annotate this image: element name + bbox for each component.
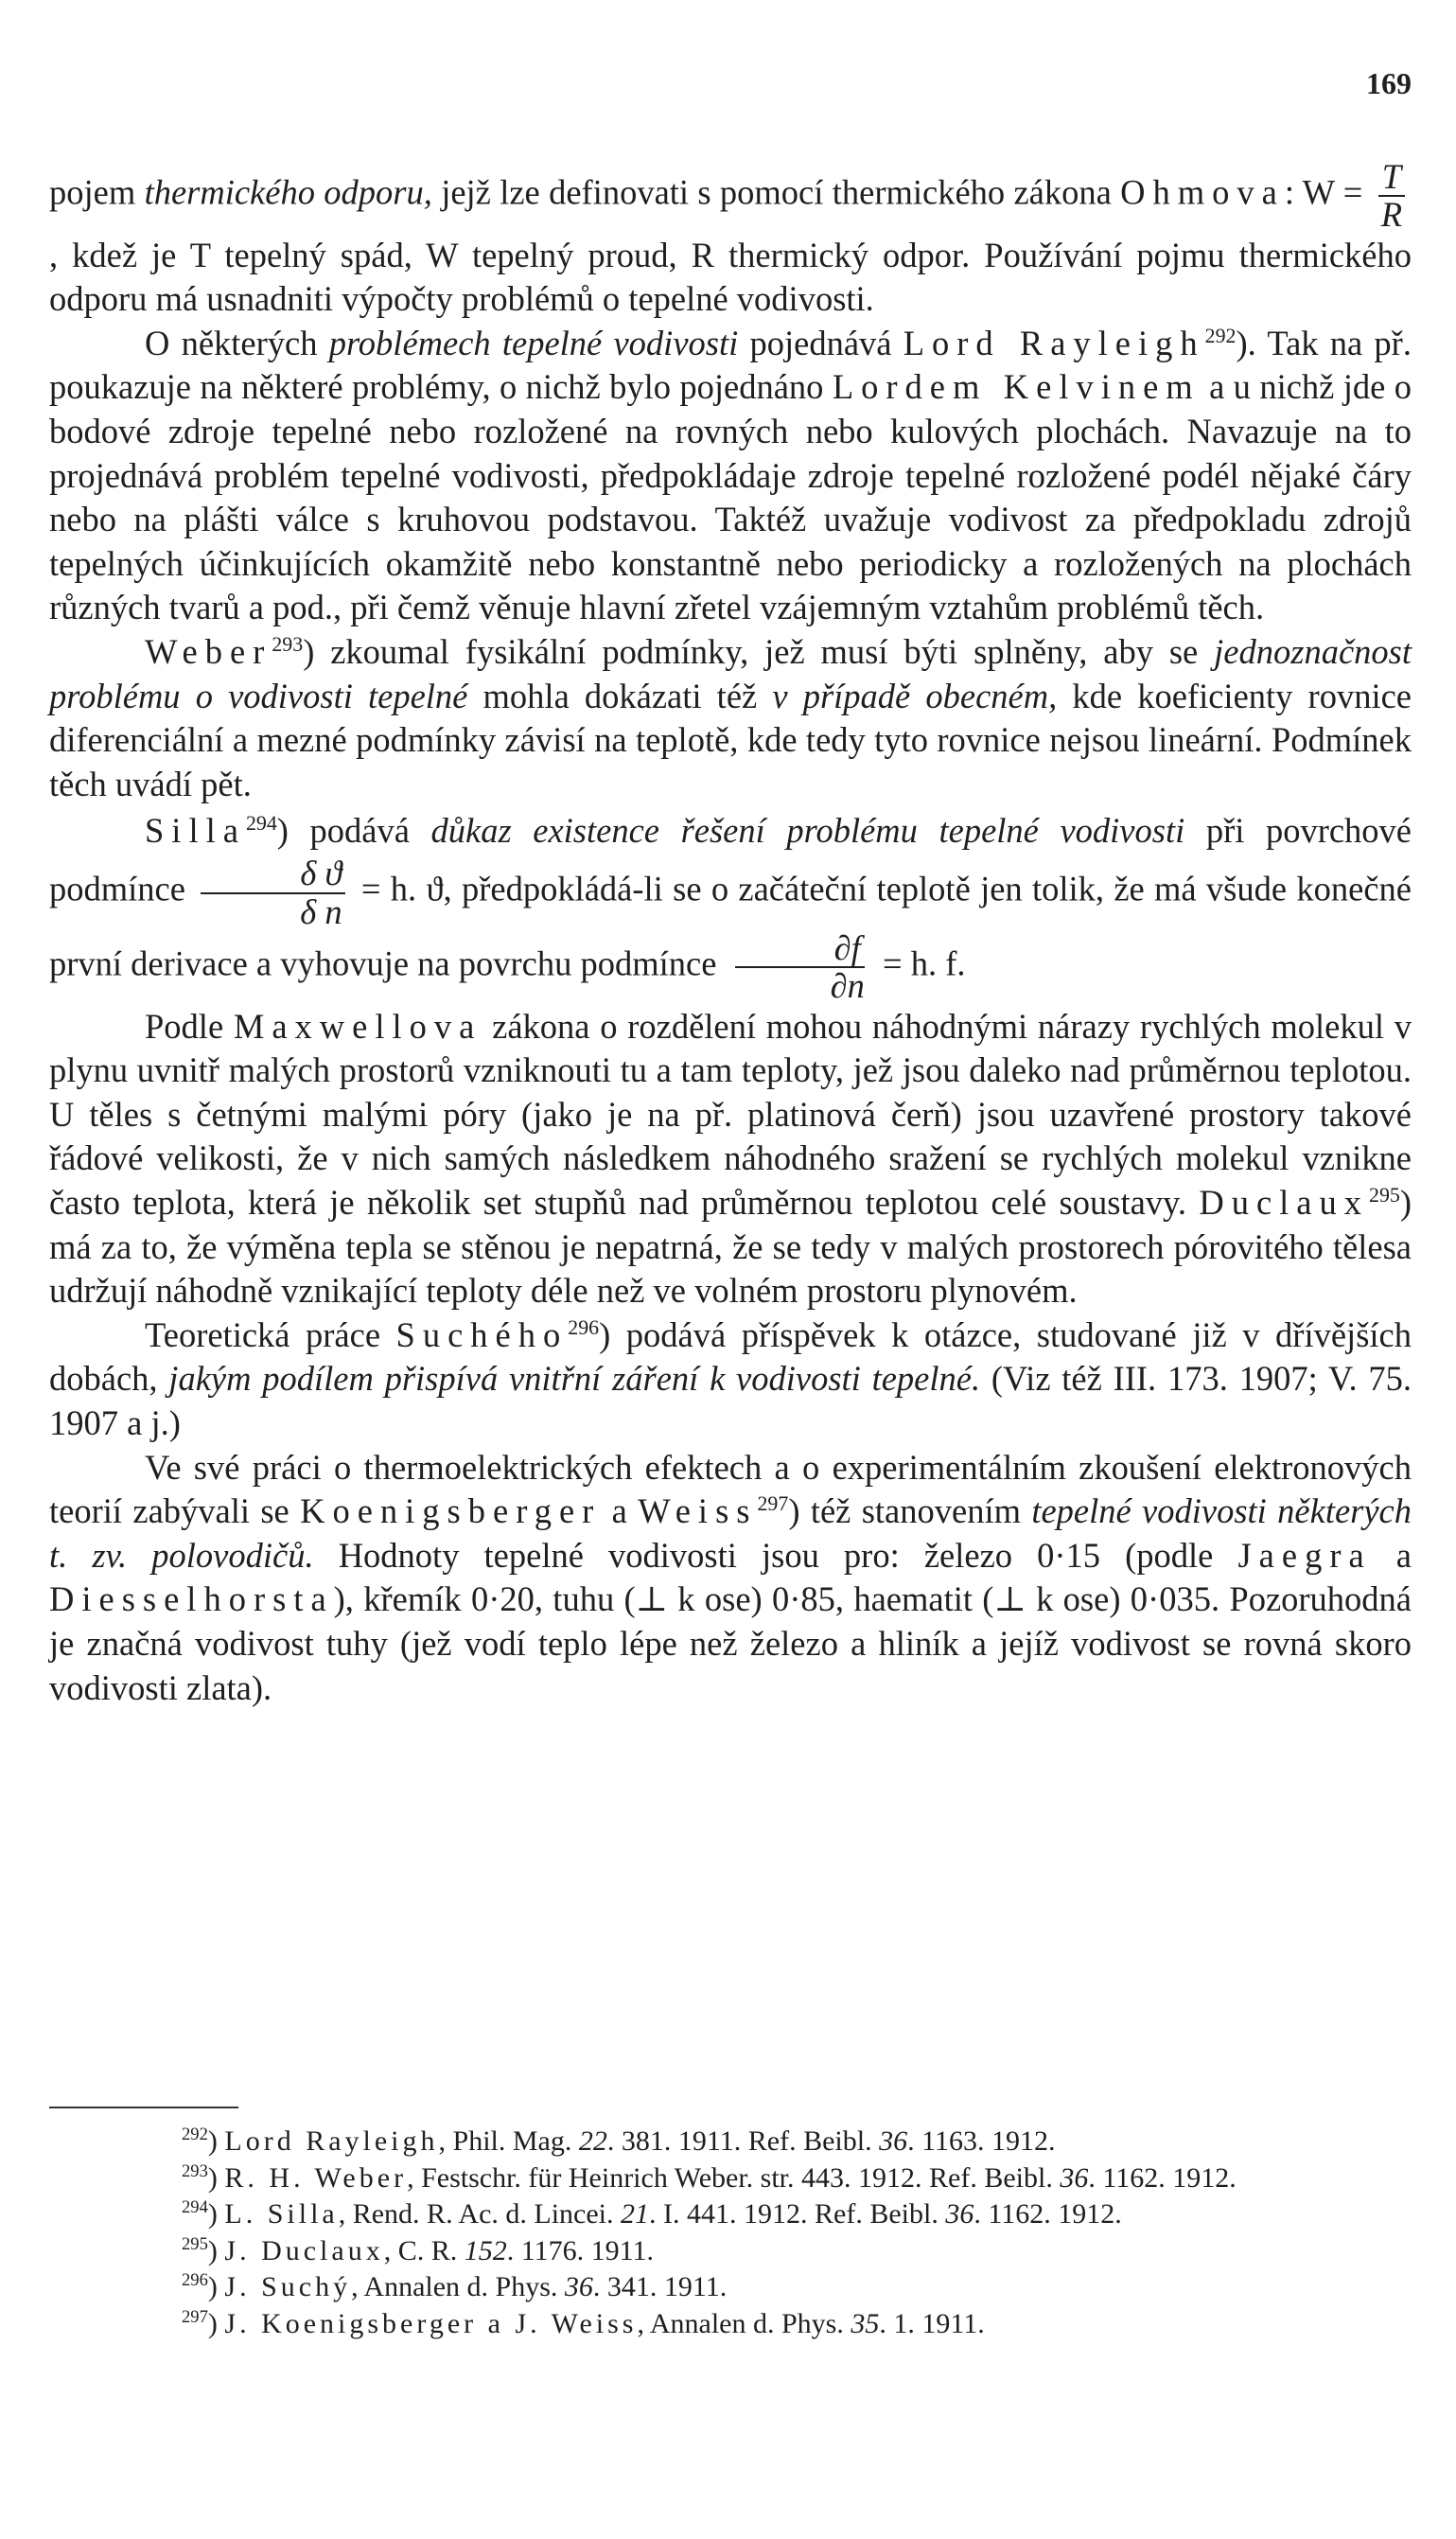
body-text [49, 159, 1412, 1710]
footnote-text: . 381. 1911. Ref. Beibl. [606, 2125, 880, 2157]
text: pojednává [738, 323, 903, 362]
text: jejž lze definovati s pomocí thermického zákona [431, 172, 1121, 212]
footnote-text: . 1163. 1912. [907, 2125, 1056, 2157]
footnote-author: L. Silla [224, 2198, 339, 2230]
footnote-number: 292 [182, 2125, 208, 2144]
footnote-divider [49, 2107, 238, 2108]
text: ), křemík 0·20, tuhu (⊥ k ose) 0·85, haematit (⊥ k ose) 0·035. Pozoruhodná je značná vodivost tuhy (jež vodí teplo lépe než železo a hliník a jejíž vodivost se rovná skoro vodivosti zlata). [49, 1579, 1412, 1707]
footnotes [49, 2124, 1412, 2342]
footnote: $^{294}$) L. Silla, Rend. R. Ac. d. Lincei. 21. I. 441. 1912. Ref. Beibl. 36. 1162. 1912. [182, 2197, 1122, 2230]
footnote: $^{295}$) J. Duclaux, C. R. 152. 1176. 1911. [182, 2233, 655, 2266]
text: = h. ϑ, předpokládá-li se o začáteční teplotě jen tolik, že má všude konečné první derivace a vyhovuje na povrchu podmínce [49, 870, 1412, 983]
emphasis: tepelné vodivosti některých t. zv. polovodičů. [49, 1491, 1412, 1575]
spaced-name: Weber [145, 631, 272, 671]
text: , kdež je T tepelný spád, W tepelný proud, R thermický odpor. Používání pojmu thermického odporu má usnadniti výpočty problémů o tepelné vodivosti. [49, 235, 1412, 319]
text: Ve své práci o thermoelektrických efektech a o experimentálním zkoušení elektronových teorií zabývali se [49, 1447, 1412, 1531]
fraction-df-over-dn [731, 927, 868, 1006]
text: Hodnoty tepelné vodivosti jsou pro: železo 0·15 (podle [313, 1535, 1238, 1575]
footnote-number: 297 [182, 2306, 208, 2327]
footnote-volume: 36 [1060, 2161, 1089, 2194]
footnote-number: 296 [182, 2270, 208, 2290]
fraction-denominator: δ n [300, 891, 342, 931]
footnote-ref: 297 [757, 1490, 789, 1515]
footnote-text: , Rend. R. Ac. d. Lincei. [338, 2198, 622, 2230]
fraction-delta-theta-over-delta-n [201, 855, 345, 930]
text: ) podává [276, 811, 431, 851]
footnote-ref: 292 [1204, 323, 1237, 347]
text: O některých [145, 323, 329, 362]
footnote-ref: 296 [568, 1314, 600, 1339]
text: zákona o rozdělení mohou náhodnými nárazy rychlých molekul v plynu uvnitř malých prostorů vzniknouti tu a tam teploty, jež jsou daleko nad průměrnou teplotou. U těles s četnými malými póry (jako je na př. platinová čerň) jsou uzavřené prostory takové řádové velikosti, že v nich samých následkem náhodného sražení se rychlých molekul vznikne často teplota, která je několik set stupňů nad průměrnou teplotou celé soustavy. [49, 1006, 1412, 1222]
fraction-numerator: T [1378, 159, 1405, 197]
text: ) též stanovením [788, 1491, 1032, 1531]
text: Teoretická práce [145, 1314, 396, 1354]
spaced-name: Silla [145, 811, 246, 851]
text: ). Tak na př. poukazuje na některé problémy, o nichž bylo pojednáno [49, 323, 1412, 407]
footnote-text: . I. 441. 1912. Ref. Beibl. [649, 2198, 946, 2230]
footnote-author: J. Koenigsberger a J. Weiss [224, 2307, 638, 2339]
footnote-number: 293 [182, 2160, 208, 2181]
paragraph-suchy [49, 1314, 1412, 1446]
footnote-text: , Phil. Mag. [438, 2125, 579, 2157]
emphasis: jednoznačnost problému o vodivosti tepelné [49, 631, 1412, 715]
emphasis: problémech tepelné vodivosti [328, 323, 739, 362]
footnote-author: J. Duclaux [224, 2234, 384, 2266]
footnote-volume: 21 [621, 2198, 650, 2230]
spaced-name: Ohmova [1120, 172, 1285, 212]
footnote-volume: 36 [945, 2198, 974, 2230]
spaced-name: Koenigsberger [300, 1491, 602, 1531]
text: a [1371, 1535, 1412, 1575]
paragraph-maxwell [49, 1005, 1412, 1314]
footnote-volume: 36 [564, 2271, 593, 2302]
paragraph-koenigsberger [49, 1446, 1412, 1711]
paragraph-rayleigh [49, 322, 1412, 630]
footnote-author: J. Suchý [224, 2271, 352, 2302]
emphasis: thermického odporu, [144, 172, 432, 212]
paragraph-silla [49, 806, 1412, 1004]
footnote-text: , Annalen d. Phys. [351, 2271, 565, 2302]
spaced-name: Diesselhorsta [49, 1579, 334, 1619]
footnote-text: , C. R. [383, 2234, 465, 2266]
text: při povrchové podmínce [49, 811, 1412, 909]
text: pojem [49, 172, 145, 212]
footnote-text: . 1162. 1912. [1088, 2161, 1237, 2194]
text: a [601, 1491, 639, 1531]
fraction-numerator: δ ϑ [201, 855, 345, 893]
text: = h. f. [873, 943, 966, 983]
fraction-numerator: ∂f [735, 930, 865, 968]
text: (Viz též III. 173. 1907; V. 75. 1907 a j.) [49, 1359, 1412, 1442]
text: ) podává příspěvek k otázce, studované již v dřívějších dobách, [49, 1314, 1412, 1399]
emphasis: jakým podílem přispívá vnitřní záření k vodivosti tepelné. [168, 1359, 981, 1399]
paragraph-thermal-resistance [49, 159, 1412, 322]
spaced-name: Maxwellova [233, 1006, 482, 1046]
footnote-ref: 294 [245, 811, 277, 836]
footnote-ref: 295 [1369, 1182, 1400, 1207]
emphasis: důkaz existence řešení problému tepelné vodivosti [430, 811, 1185, 851]
fraction-denominator: R [1380, 195, 1403, 235]
fraction-t-over-r [1377, 159, 1406, 234]
footnote-author: Lord Rayleigh [224, 2125, 439, 2157]
page-number: 169 [1366, 66, 1412, 100]
footnote-volume: 22 [578, 2125, 607, 2157]
footnote: $^{297}$) J. Koenigsberger a J. Weiss, Annalen d. Phys. 35. 1. 1911. [182, 2306, 985, 2339]
footnote-text: , Annalen d. Phys. [637, 2307, 851, 2339]
footnote-volume: 152 [464, 2234, 507, 2266]
footnote: $^{293}$) R. H. Weber, Festschr. für Heinrich Weber. str. 443. 1912. Ref. Beibl. 36. 1162. 1912. [182, 2160, 1237, 2194]
footnote-volume: 36 [879, 2125, 908, 2157]
fraction-denominator: ∂n [830, 966, 865, 1006]
text: Podle [145, 1006, 234, 1046]
footnote-number: 294 [182, 2197, 208, 2217]
footnote: $^{292}$) Lord Rayleigh, Phil. Mag. 22. 381. 1911. Ref. Beibl. 36. 1163. 1912. [182, 2125, 1056, 2157]
spaced-name: Suchého [395, 1314, 569, 1354]
footnote-author: R. H. Weber [224, 2161, 408, 2194]
text: a u nichž jde o bodové zdroje tepelné nebo rozložené na rovných nebo kulových plochách. Navazuje na to projednává problém tepelné vodivosti, předpokládaje zdroje tepelné rozložené podél nějaké čáry nebo na plášti válce s kruhovou podstavou. Taktéž uvažuje vodivost za předpokladu zdrojů tepelných účinkujících okamžitě nebo konstantně nebo periodicky a rozložených na plochách různých tvarů a pod., při čemž věnuje hlavní zřetel vzájemným vztahům problémů těch. [49, 367, 1412, 627]
spaced-name: Jaegra [1237, 1535, 1372, 1575]
spaced-name: Lord Rayleigh [903, 323, 1205, 362]
footnote-text: . 1162. 1912. [974, 2198, 1122, 2230]
footnote-volume: 35 [851, 2307, 880, 2339]
text: kde koeficienty rovnice diferenciální a mezné podmínky závisí na teplotě, kde tedy tyto rovnice nejsou lineární. Podmínek těch uvádí pět. [49, 676, 1412, 803]
text: : W = [1284, 172, 1372, 212]
emphasis: v případě obecném, [772, 676, 1058, 715]
footnote: $^{296}$) J. Suchý, Annalen d. Phys. 36. 341. 1911. [182, 2270, 728, 2302]
text: ) má za to, že výměna tepla se stěnou je nepatrná, že se tedy v malých prostorech pórovitého tělesa udržují náhodně vznikající teploty déle než ve volném prostoru plynovém. [49, 1182, 1412, 1311]
text: ) zkoumal fysikální podmínky, jež musí býti splněny, aby se [303, 631, 1215, 671]
text: mohla dokázati též [467, 676, 773, 715]
spaced-name: Lordem Kelvinem [832, 367, 1201, 407]
footnote-number: 295 [182, 2233, 208, 2254]
footnote-text: , Festschr. für Heinrich Weber. str. 443. 1912. Ref. Beibl. [407, 2161, 1061, 2194]
paragraph-weber [49, 630, 1412, 806]
footnote-text: . 1. 1911. [879, 2307, 985, 2339]
footnote-text: . 341. 1911. [592, 2271, 728, 2302]
spaced-name: Duclaux [1199, 1182, 1369, 1222]
footnote-text: . 1176. 1911. [506, 2234, 655, 2266]
footnote-ref: 293 [272, 631, 304, 656]
spaced-name: Weiss [638, 1491, 758, 1531]
